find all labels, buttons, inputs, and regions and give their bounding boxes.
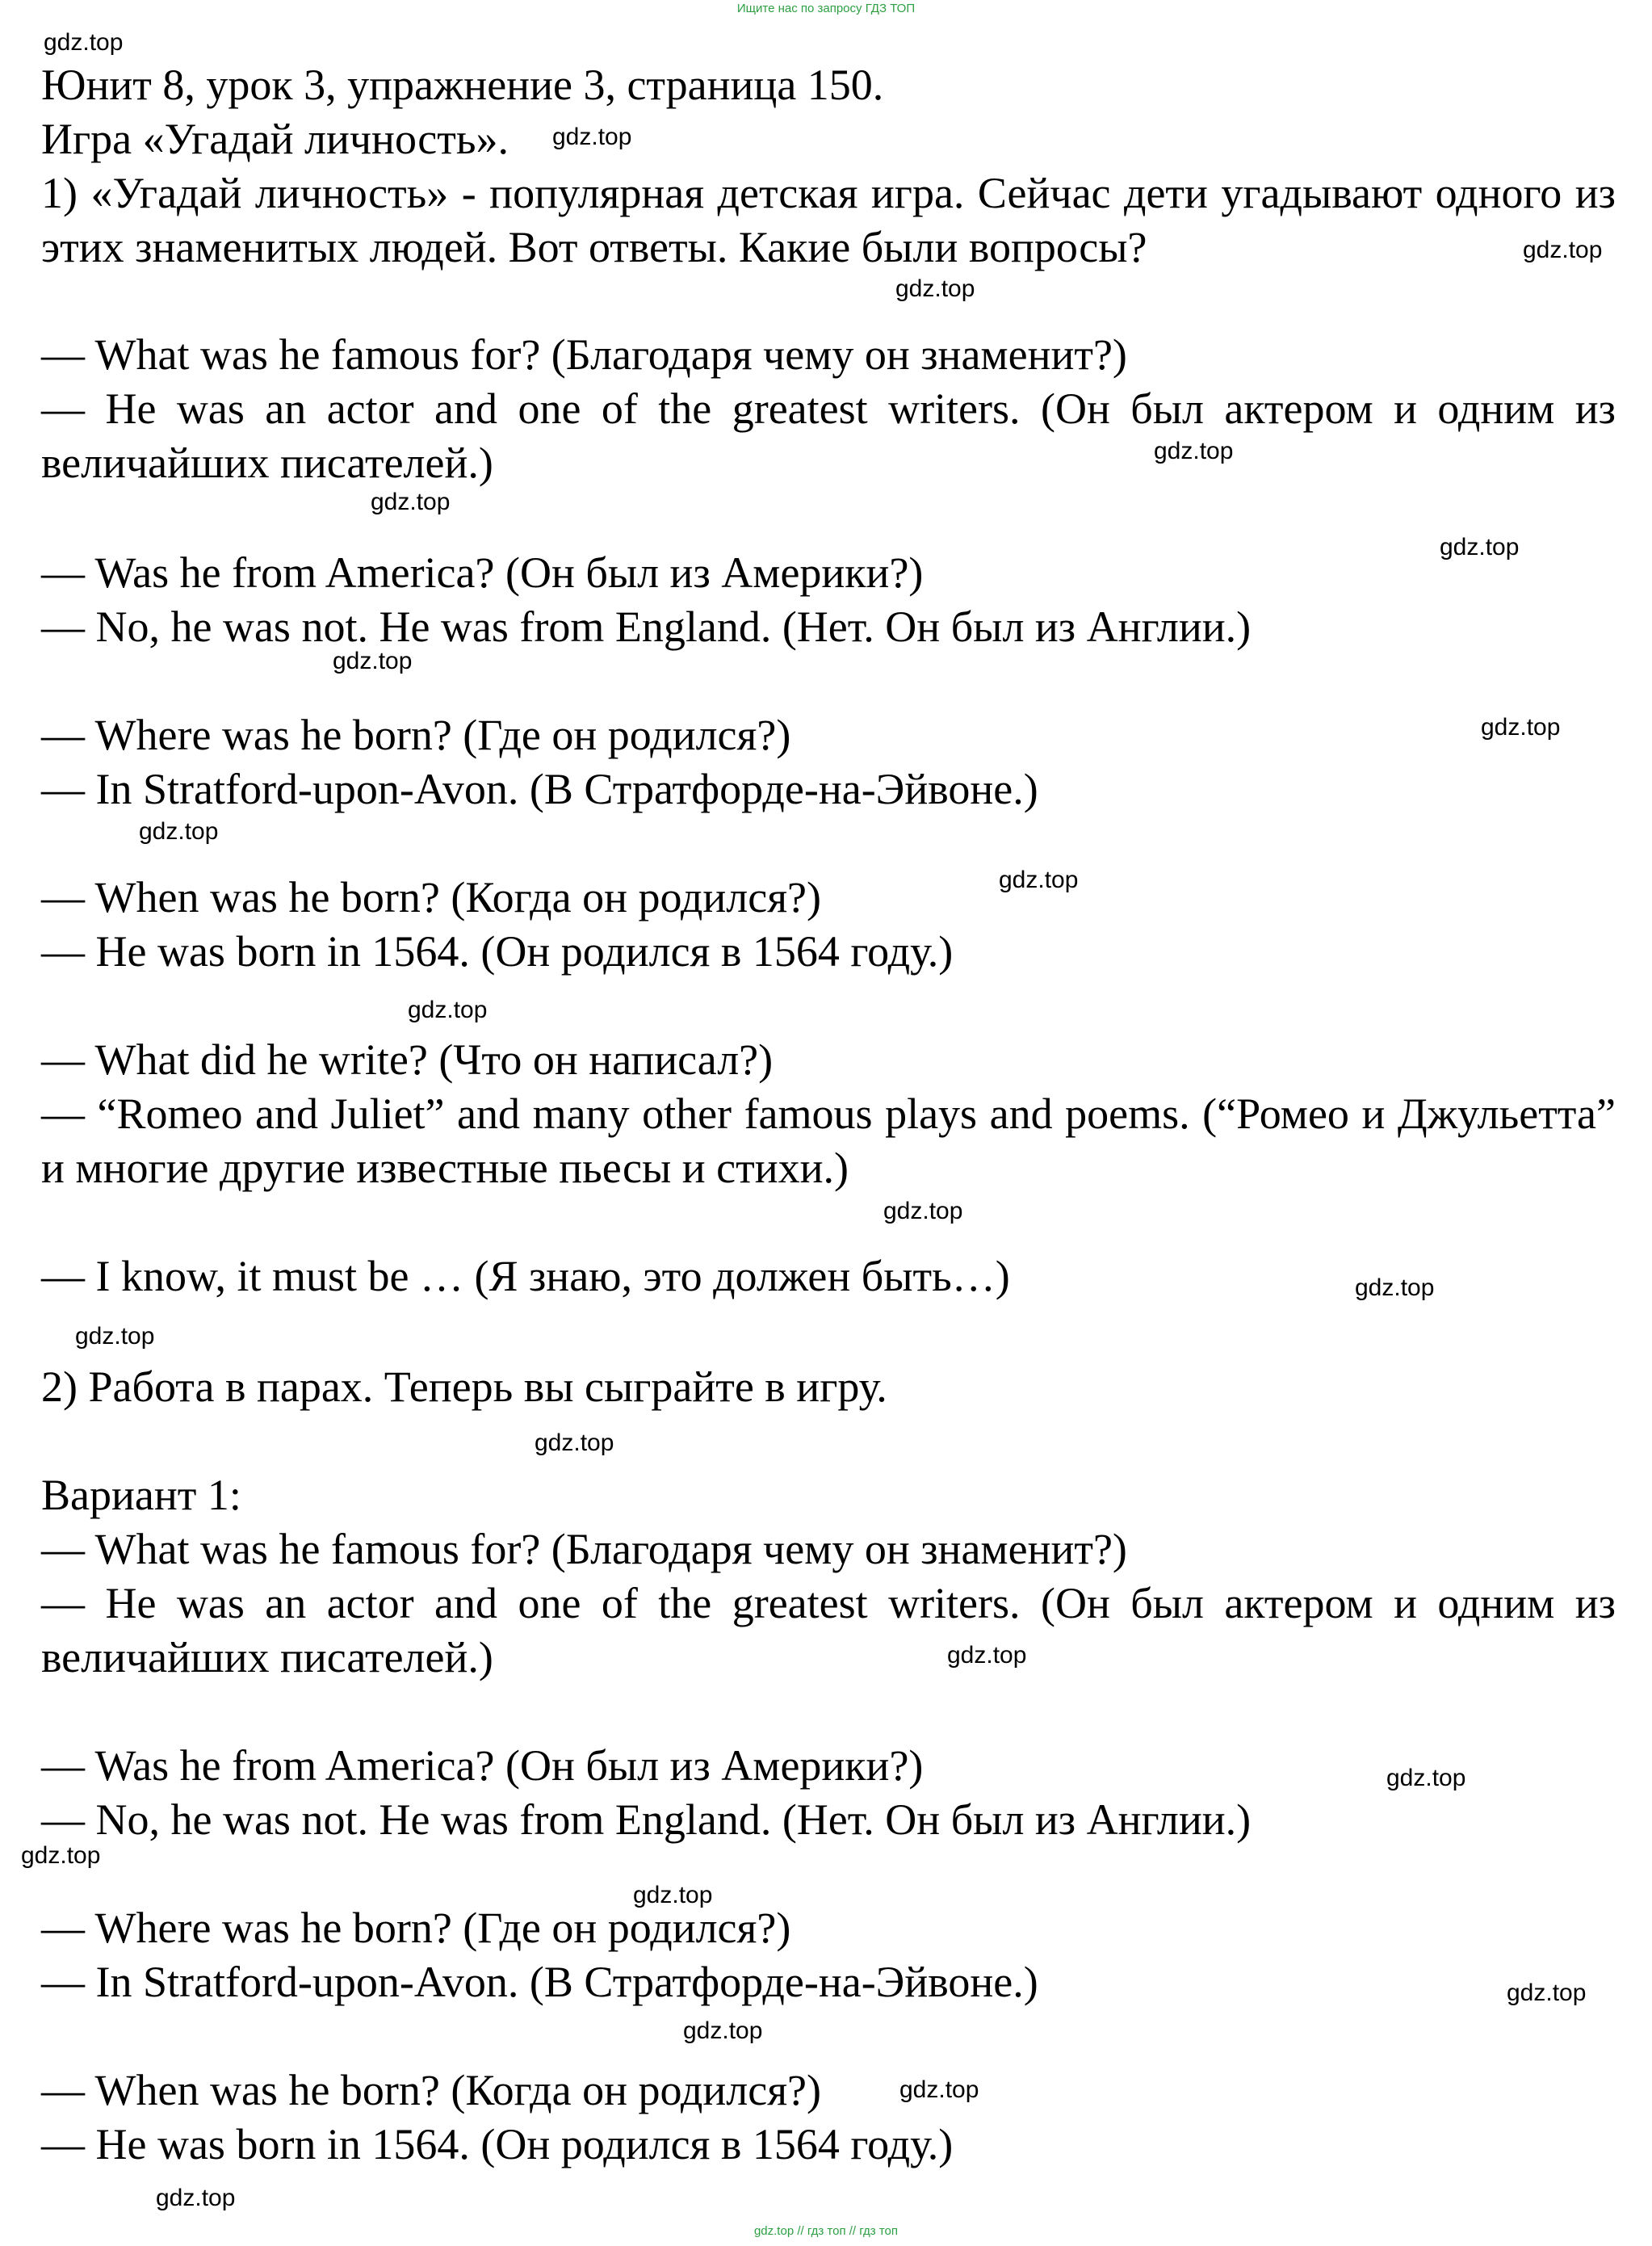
watermark: gdz.top: [139, 818, 219, 845]
task-2-instruction: 2) Работа в парах. Теперь вы сыграйте в игру.: [41, 1362, 887, 1411]
watermark: gdz.top: [1481, 714, 1561, 741]
dialogue-line: — He was born in 1564. (Он родился в 1564 году.): [41, 927, 954, 976]
dialogue-1-block-1: [41, 328, 1616, 490]
watermark: gdz.top: [1507, 1979, 1587, 2006]
dialogue-line: — What was he famous for? (Благодаря чему он знаменит?): [41, 1525, 1127, 1573]
dialogue-line: — In Stratford-upon-Avon. (В Стратфорде-на-Эйвоне.): [41, 765, 1038, 813]
variant-block-3: [41, 1901, 1616, 2009]
page-subtitle: Игра «Угадай личность».: [41, 115, 509, 163]
dialogue-line: — Where was he born? (Где он родился?): [41, 1904, 791, 1952]
page-title: Юнит 8, урок 3, упражнение 3, страница 150.: [41, 61, 884, 109]
watermark: gdz.top: [1355, 1274, 1435, 1301]
watermark: gdz.top: [44, 29, 124, 56]
variant-block-1: [41, 1468, 1616, 1685]
watermark: gdz.top: [408, 997, 488, 1023]
watermark: gdz.top: [1523, 237, 1603, 263]
watermark: gdz.top: [156, 2185, 236, 2211]
watermark: gdz.top: [75, 1323, 155, 1350]
variant-block-2: [41, 1739, 1616, 1847]
dialogue-line: — Was he from America? (Он был из Америки?): [41, 548, 924, 597]
task-2-block: [41, 1360, 1616, 1414]
watermark: gdz.top: [1154, 438, 1234, 464]
watermark: gdz.top: [535, 1429, 614, 1456]
dialogue-line: — Was he from America? (Он был из Америки?): [41, 1741, 924, 1790]
dialogue-line: — When was he born? (Когда он родился?): [41, 873, 821, 921]
task-1-instruction: 1) «Угадай личность» - популярная детская игра. Сейчас дети угадывают одного из этих знаменитых людей. Вот ответы. Какие были вопросы?: [41, 169, 1616, 271]
watermark: gdz.top: [999, 867, 1079, 893]
dialogue-line: — What was he famous for? (Благодаря чему он знаменит?): [41, 330, 1127, 379]
dialogue-line: — In Stratford-upon-Avon. (В Стратфорде-на-Эйвоне.): [41, 1958, 1038, 2006]
dialogue-1-block-5: [41, 1033, 1616, 1195]
footer-links: gdz.top // гдз топ // гдз топ: [753, 2224, 899, 2238]
dialogue-1-block-4: [41, 871, 1616, 979]
doc-header: [41, 58, 1616, 275]
dialogue-line: — When was he born? (Когда он родился?): [41, 2066, 821, 2114]
dialogue-line: — No, he was not. He was from England. (Нет. Он был из Англии.): [41, 602, 1252, 651]
watermark: gdz.top: [899, 2076, 979, 2103]
variant-block-4: [41, 2063, 1616, 2172]
watermark: gdz.top: [1386, 1765, 1466, 1791]
dialogue-line: — What did he write? (Что он написал?): [41, 1035, 774, 1084]
dialogue-line: — He was an actor and one of the greatest writers. (Он был актером и одним из величайших писателей.): [41, 384, 1616, 487]
watermark: gdz.top: [371, 489, 451, 515]
dialogue-line: — He was born in 1564. (Он родился в 1564 году.): [41, 2120, 954, 2168]
dialogue-line: — Where was he born? (Где он родился?): [41, 711, 791, 759]
watermark: gdz.top: [683, 2017, 763, 2044]
watermark: gdz.top: [883, 1198, 963, 1224]
dialogue-line: — He was an actor and one of the greatest writers. (Он был актером и одним из величайших писателей.): [41, 1579, 1616, 1681]
dialogue-1-block-3: [41, 708, 1616, 817]
dialogue-line: — I know, it must be … (Я знаю, это должен быть…): [41, 1252, 1010, 1300]
dialogue-line: — “Romeo and Juliet” and many other famous plays and poems. (“Ромео и Джульетта” и многие другие известные пьесы и стихи.): [41, 1089, 1616, 1192]
watermark: gdz.top: [21, 1842, 101, 1869]
watermark: gdz.top: [552, 124, 632, 150]
watermark: gdz.top: [947, 1642, 1027, 1669]
variant-label: Вариант 1:: [41, 1471, 241, 1519]
search-banner: Ищите нас по запросу ГДЗ ТОП: [736, 2, 916, 15]
watermark: gdz.top: [333, 648, 413, 674]
watermark: gdz.top: [895, 275, 975, 302]
watermark: gdz.top: [1440, 534, 1520, 560]
dialogue-1-block-2: [41, 546, 1616, 654]
watermark: gdz.top: [633, 1882, 713, 1908]
dialogue-line: — No, he was not. He was from England. (Нет. Он был из Англии.): [41, 1795, 1252, 1844]
